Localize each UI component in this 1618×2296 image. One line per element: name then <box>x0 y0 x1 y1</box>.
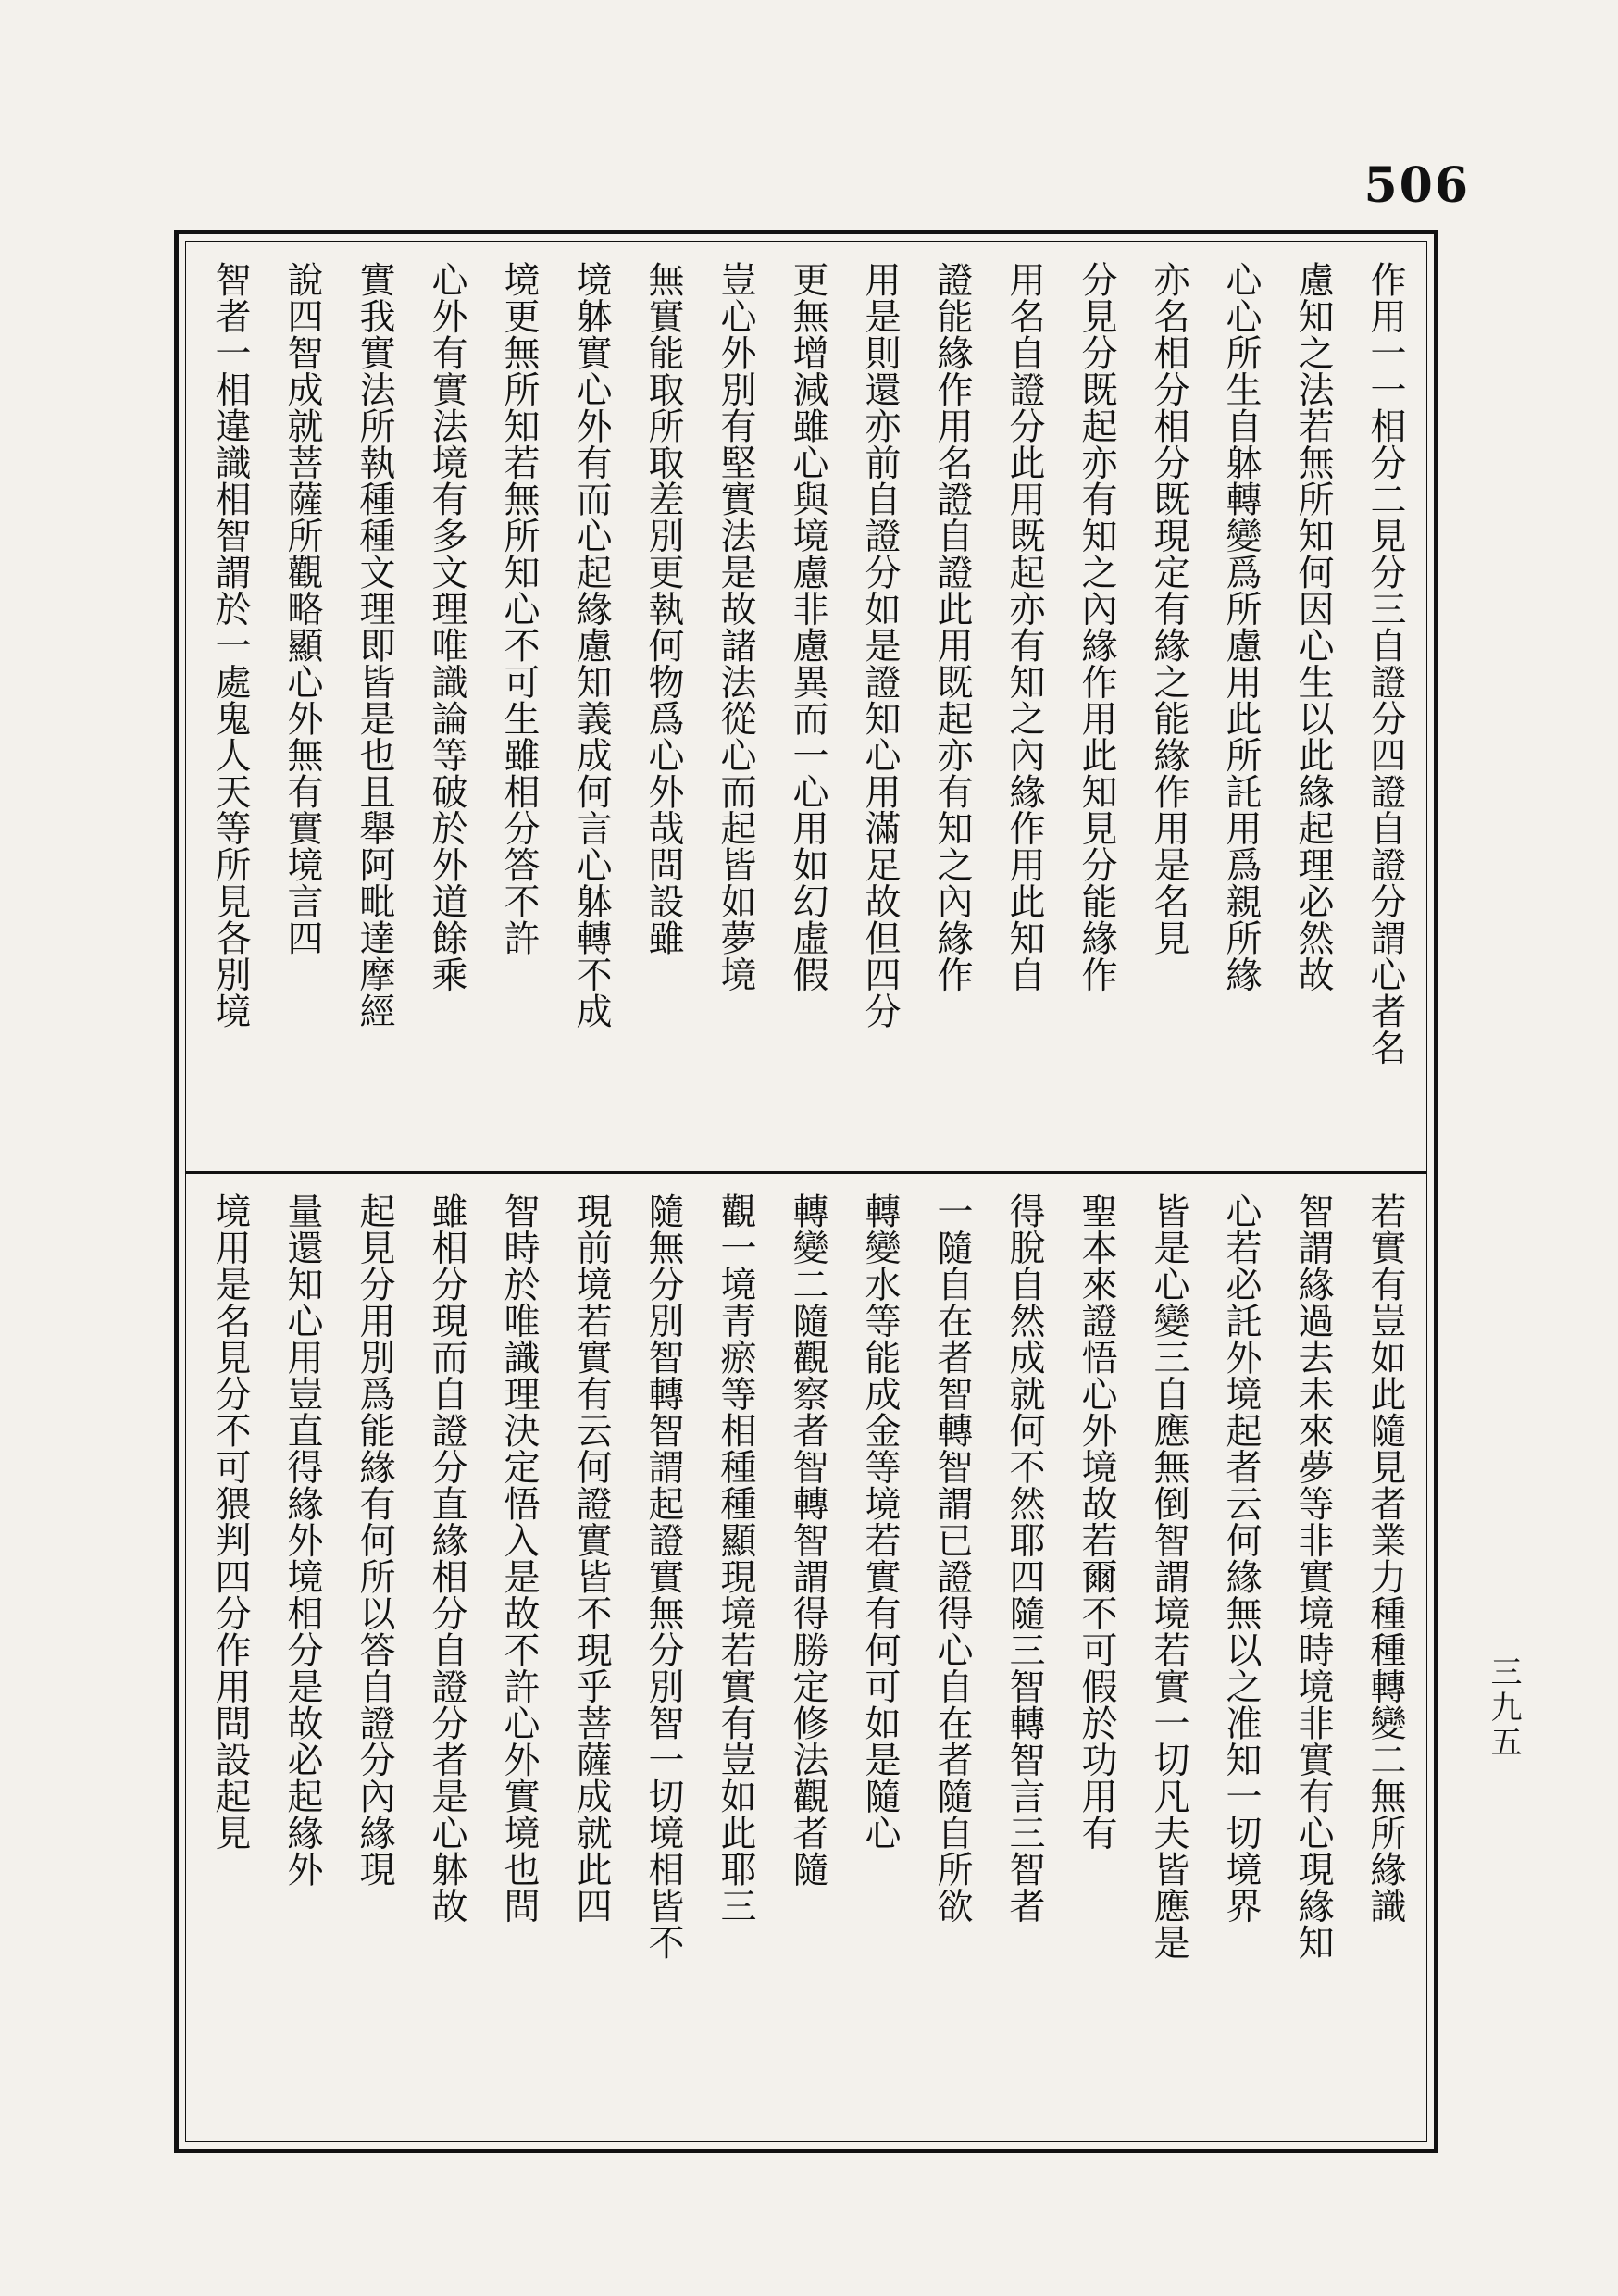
text-column: 若實有豈如此隨見者業力種種轉變二無所緣識 <box>1364 1192 1406 1924</box>
text-column: 智謂緣過去未來夢等非實境時境非實有心現緣知 <box>1292 1192 1334 1961</box>
top-text-block <box>205 261 1409 1157</box>
text-column: 一隨自在者智轉智謂已證得心自在者隨自所欲 <box>931 1192 973 1924</box>
text-column: 現前境若實有云何證實皆不現乎菩薩成就此四 <box>570 1192 612 1924</box>
text-column: 量還知心用豈直得緣外境相分是故必起緣外 <box>281 1192 323 1888</box>
text-column: 分見分既起亦有知之內緣作用此知見分能緣作 <box>1076 261 1117 992</box>
text-column: 隨無分別智轉智謂起證實無分別智一切境相皆不 <box>642 1192 684 1961</box>
text-column: 轉變水等能成金等境若實有何可如是隨心 <box>859 1192 901 1851</box>
text-column: 證能緣作用名證自證此用既起亦有知之內緣作 <box>931 261 973 992</box>
text-column: 用名自證分此用既起亦有知之內緣作用此知自 <box>1003 261 1045 992</box>
text-column: 更無增減雖心與境慮非慮異而一心用如幻虛假 <box>787 261 828 992</box>
text-column: 亦名相分相分既現定有緣之能緣作用是名見 <box>1148 261 1189 956</box>
text-column: 心若必託外境起者云何緣無以之准知一切境界 <box>1220 1192 1262 1924</box>
text-column: 起見分用別爲能緣有何所以答自證分內緣現 <box>354 1192 395 1888</box>
text-column: 聖本來證悟心外境故若爾不可假於功用有 <box>1076 1192 1117 1851</box>
text-column: 境用是名見分不可猥判四分作用問設起見 <box>209 1192 251 1851</box>
text-column: 用是則還亦前自證分如是證知心用滿足故但四分 <box>859 261 901 1029</box>
bottom-text-block <box>205 1192 1409 2128</box>
text-column: 皆是心變三自應無倒智謂境若實一切凡夫皆應是 <box>1148 1192 1189 1961</box>
section-divider <box>186 1171 1426 1174</box>
text-column: 慮知之法若無所知何因心生以此緣起理必然故 <box>1292 261 1334 992</box>
text-column: 境躰實心外有而心起緣慮知義成何言心躰轉不成 <box>570 261 612 1029</box>
page-number: 506 <box>1363 157 1470 214</box>
text-column: 智時於唯識理決定悟入是故不許心外實境也問 <box>498 1192 540 1924</box>
text-column: 說四智成就菩薩所觀略顯心外無有實境言四 <box>281 261 323 956</box>
text-column: 雖相分現而自證分直緣相分自證分者是心躰故 <box>426 1192 467 1924</box>
text-column: 轉變二隨觀察者智轉智謂得勝定修法觀者隨 <box>787 1192 828 1888</box>
text-column: 境更無所知若無所知心不可生雖相分答不許 <box>498 261 540 956</box>
text-column: 智者一相違識相智謂於一處鬼人天等所見各別境 <box>209 261 251 1029</box>
text-column: 無實能取所取差別更執何物爲心外哉問設雖 <box>642 261 684 956</box>
text-column: 得脫自然成就何不然耶四隨三智轉智言三智者 <box>1003 1192 1045 1924</box>
text-column: 心外有實法境有多文理唯識論等破於外道餘乘 <box>426 261 467 992</box>
text-column: 心心所生自躰轉變爲所慮用此所託用爲親所緣 <box>1220 261 1262 992</box>
text-column: 觀一境青瘀等相種種顯現境若實有豈如此耶三 <box>715 1192 756 1924</box>
text-column: 豈心外別有堅實法是故諸法從心而起皆如夢境 <box>715 261 756 992</box>
text-column: 作用一一相分二見分三自證分四證自證分謂心者名 <box>1364 261 1406 1066</box>
side-page-marker: 三九五 <box>1485 1655 1522 1761</box>
text-column: 實我實法所執種種文理即皆是也且舉阿毗達摩經 <box>354 261 395 1029</box>
